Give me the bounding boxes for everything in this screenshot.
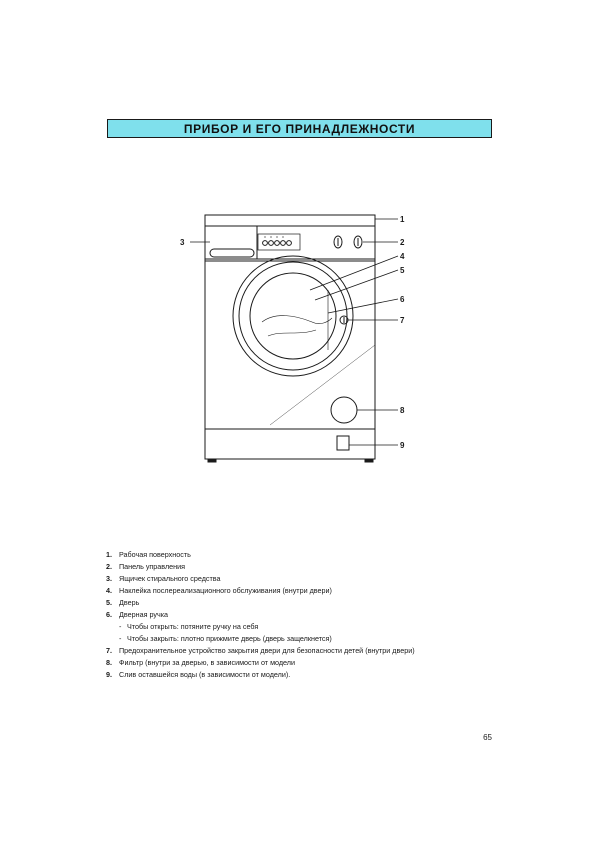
drain-hatch bbox=[337, 436, 349, 450]
legend-item: 1. Рабочая поверхность bbox=[106, 550, 191, 559]
detergent-drawer bbox=[210, 249, 254, 257]
callout-leaders bbox=[190, 219, 398, 445]
section-title-bar bbox=[107, 119, 492, 138]
legend-item: 5. Дверь bbox=[106, 598, 140, 607]
legend-item: 3. Ящичек стирального средства bbox=[106, 574, 221, 583]
washing-machine-diagram bbox=[160, 200, 420, 470]
callout-2: 2 bbox=[400, 238, 405, 247]
callout-4: 4 bbox=[400, 252, 405, 261]
legend-item: 7. Предохранительное устройство закрытия двери для безопасности детей (внутри двери) bbox=[106, 646, 415, 655]
legend-item: 6. Дверная ручка bbox=[106, 610, 169, 619]
section-title: ПРИБОР И ЕГО ПРИНАДЛЕЖНОСТИ bbox=[183, 121, 416, 136]
legend-subitem: - Чтобы закрыть: плотно прижмите дверь (дверь защелкнется) bbox=[119, 634, 332, 643]
door-outer-ring bbox=[233, 256, 353, 376]
page-number: 65 bbox=[483, 733, 492, 742]
callout-6: 6 bbox=[400, 295, 405, 304]
legend-item: 4. Наклейка послереализационного обслуживания (внутри двери) bbox=[106, 586, 332, 595]
callout-7: 7 bbox=[400, 316, 405, 325]
filter-cover bbox=[331, 397, 357, 423]
worktop bbox=[205, 215, 375, 226]
callout-8: 8 bbox=[400, 406, 405, 415]
control-panel bbox=[205, 226, 375, 259]
callout-1: 1 bbox=[400, 215, 405, 224]
legend-item: 8. Фильтр (внутри за дверью, в зависимости от модели bbox=[106, 658, 296, 667]
machine-body bbox=[205, 259, 375, 429]
program-buttons bbox=[263, 241, 292, 246]
parts-legend bbox=[106, 549, 506, 681]
callout-5: 5 bbox=[400, 266, 405, 275]
legend-item: 2. Панель управления bbox=[106, 562, 186, 571]
legend-item: 9. Слив оставшейся воды (в зависимости от модели). bbox=[106, 670, 291, 679]
callout-9: 9 bbox=[400, 441, 405, 450]
legend-subitem: - Чтобы открыть: потяните ручку на себя bbox=[119, 622, 259, 631]
callout-3: 3 bbox=[180, 238, 185, 247]
door-glass bbox=[250, 273, 336, 359]
